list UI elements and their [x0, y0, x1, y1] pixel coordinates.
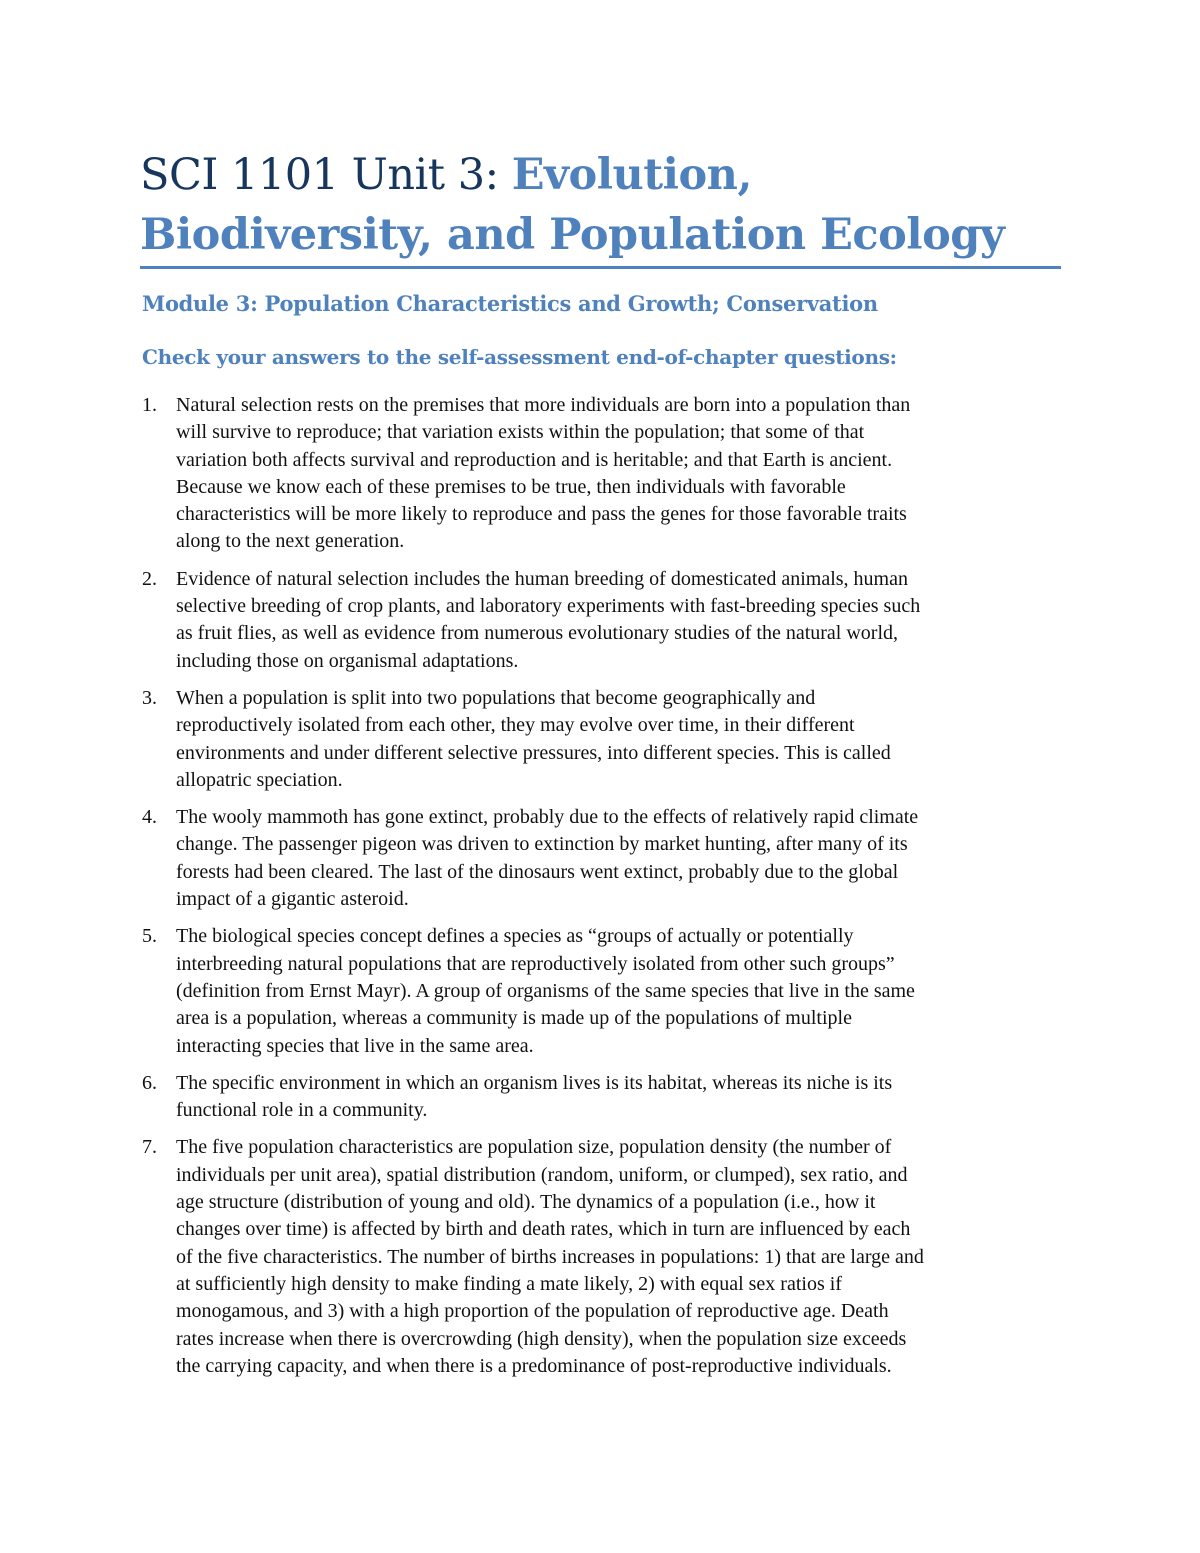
document-title	[140, 145, 1065, 265]
answer-text-line: characteristics will be more likely to reproduce and pass the genes for those favorable traits	[176, 503, 907, 526]
answer-item	[142, 392, 1067, 556]
answer-text-line: age structure (distribution of young and old). The dynamics of a population (i.e., how it	[176, 1191, 876, 1214]
answer-number: 3.	[142, 686, 157, 709]
answer-number: 7.	[142, 1136, 157, 1159]
answer-item	[142, 1134, 1067, 1380]
answer-text-line: area is a population, whereas a community is made up of the populations of multiple	[176, 1007, 852, 1030]
answer-text-line: The five population characteristics are population size, population density (the number of	[176, 1136, 892, 1159]
answer-text-line: as fruit flies, as well as evidence from numerous evolutionary studies of the natural world,	[176, 622, 899, 645]
answer-text-line: of the five characteristics. The number of births increases in populations: 1) that are large and	[176, 1245, 924, 1268]
answer-text	[176, 1070, 1067, 1125]
answer-text-line: monogamous, and 3) with a high proportion of the population of reproductive age. Death	[176, 1300, 889, 1323]
answer-text-line: When a population is split into two populations that become geographically and	[176, 686, 816, 709]
answer-item	[142, 804, 1067, 913]
unit-topic-part-1: Evolution,	[511, 150, 752, 200]
unit-topic-part-2: Biodiversity, and Population Ecology	[140, 210, 1005, 260]
answer-text-line: changes over time) is affected by birth and death rates, which in turn are influenced by each	[176, 1218, 911, 1241]
answer-text	[176, 685, 1067, 794]
answer-text-line: impact of a gigantic asteroid.	[176, 888, 409, 911]
answer-text-line: will survive to reproduce; that variation exists within the population; that some of that	[176, 421, 865, 444]
answer-text-line: including those on organismal adaptations.	[176, 649, 519, 672]
answer-text	[176, 923, 1067, 1059]
answer-text-line: Natural selection rests on the premises that more individuals are born into a population than	[176, 394, 911, 416]
answer-text	[176, 1134, 1067, 1380]
answer-text-line: Evidence of natural selection includes the human breeding of domesticated animals, human	[176, 567, 908, 590]
answer-text-line: The specific environment in which an organism lives is its habitat, whereas its niche is its	[176, 1071, 893, 1094]
answer-text	[176, 566, 1067, 675]
answer-text-line: change. The passenger pigeon was driven to extinction by market hunting, after many of its	[176, 833, 908, 856]
answer-text-line: allopatric speciation.	[176, 768, 343, 791]
course-unit-label: SCI 1101 Unit 3:	[140, 150, 512, 200]
answer-text	[176, 804, 1067, 913]
answer-number: 1.	[142, 394, 157, 416]
answer-text-line: interbreeding natural populations that are reproductively isolated from other such groups”	[176, 952, 895, 975]
answer-text-line: Because we know each of these premises to be true, then individuals with favorable	[176, 475, 846, 498]
instruction-heading: Check your answers to the self-assessment end-of-chapter questions:	[142, 345, 897, 369]
answer-item	[142, 566, 1067, 675]
answer-text	[176, 392, 1067, 556]
answer-text-line: forests had been cleared. The last of the dinosaurs went extinct, probably due to the global	[176, 860, 899, 883]
answer-text-line: at sufficiently high density to make finding a mate likely, 2) with equal sex ratios if	[176, 1272, 842, 1295]
answer-item	[142, 685, 1067, 794]
answer-text-line: selective breeding of crop plants, and laboratory experiments with fast-breeding species such	[176, 595, 921, 618]
answer-text-line: interacting species that live in the same area.	[176, 1034, 534, 1057]
answer-text-line: rates increase when there is overcrowding (high density), when the population size exceeds	[176, 1327, 907, 1350]
answer-list	[142, 392, 1067, 1390]
answer-number: 5.	[142, 925, 157, 948]
answer-text-line: functional role in a community.	[176, 1099, 428, 1122]
answer-item	[142, 1070, 1067, 1125]
answer-item	[142, 923, 1067, 1059]
title-underline	[140, 266, 1061, 269]
answer-number: 4.	[142, 806, 157, 829]
answer-text-line: variation both affects survival and reproduction and is heritable; and that Earth is ancient.	[176, 448, 893, 471]
answer-text-line: environments and under different selective pressures, into different species. This is called	[176, 741, 891, 764]
title-line-2	[140, 205, 1065, 265]
answer-text-line: (definition from Ernst Mayr). A group of organisms of the same species that live in the same	[176, 979, 915, 1002]
answer-text-line: the carrying capacity, and when there is a predominance of post-reproductive individuals.	[176, 1354, 892, 1377]
answer-text-line: The wooly mammoth has gone extinct, probably due to the effects of relatively rapid climate	[176, 806, 919, 829]
answer-text-line: The biological species concept defines a species as “groups of actually or potentially	[176, 925, 854, 948]
answer-number: 6.	[142, 1071, 157, 1094]
answer-text-line: reproductively isolated from each other, they may evolve over time, in their different	[176, 714, 855, 737]
answer-number: 2.	[142, 567, 157, 590]
answer-text-line: individuals per unit area), spatial distribution (random, uniform, or clumped), sex ratio, and	[176, 1163, 908, 1186]
answer-text-line: along to the next generation.	[176, 530, 405, 553]
module-heading: Module 3: Population Characteristics and Growth; Conservation	[142, 291, 878, 316]
title-line-1	[140, 145, 1065, 205]
